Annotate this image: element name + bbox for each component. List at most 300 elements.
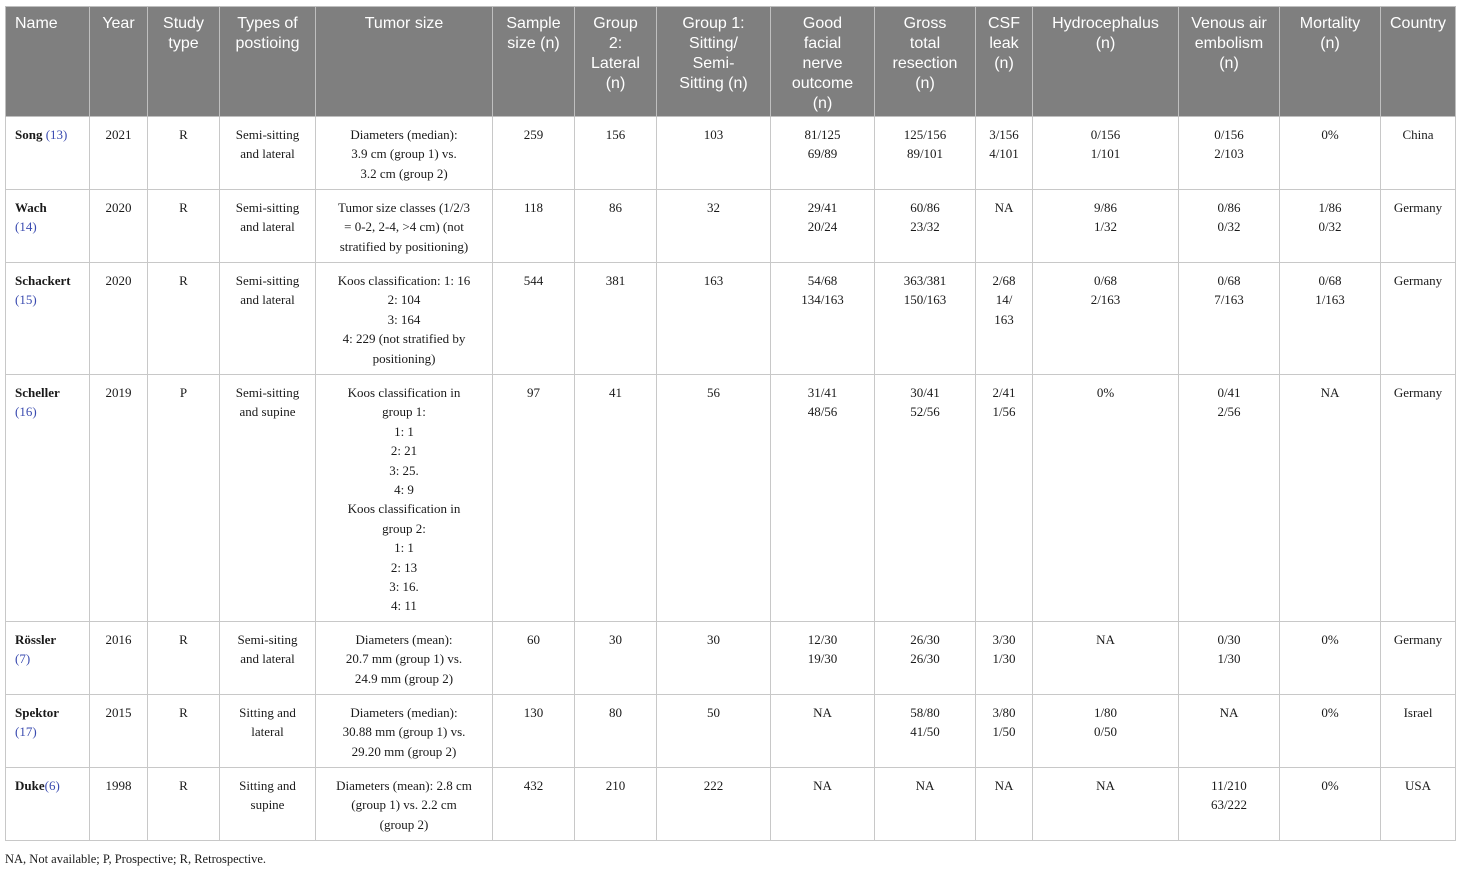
column-header-line: nerve (802, 55, 843, 72)
gross-total-resection-cell (875, 190, 976, 263)
positioning-cell (220, 695, 316, 768)
table-footnote: NA, Not available; P, Prospective; R, Retrospective. (5, 852, 267, 866)
tumor-size-cell-line: positioning) (372, 350, 436, 366)
hydrocephalus-cell-line: 9/86 (1093, 200, 1118, 215)
venous-air-embolism-cell (1179, 695, 1280, 768)
facial-nerve-cell (771, 768, 875, 841)
mortality-cell (1280, 768, 1381, 841)
tumor-size-cell-line: Diameters (mean): (355, 632, 453, 647)
positioning-cell-line: and lateral (240, 651, 295, 667)
group1-cell: 32 (657, 190, 771, 263)
country-cell: Germany (1381, 375, 1456, 622)
reference-link[interactable]: (16) (15, 404, 37, 420)
tumor-size-cell-line: group 2: (382, 520, 426, 536)
table-row (6, 622, 1456, 695)
gross-total-resection-cell-line: 150/163 (903, 292, 947, 308)
gross-total-resection-cell (875, 768, 976, 841)
positioning-cell-line: Semi-siting (237, 632, 298, 647)
hydrocephalus-cell-line: NA (1096, 632, 1115, 647)
column-header-line: Hydrocephalus (1052, 15, 1159, 32)
gross-total-resection-cell-line: 58/80 (910, 705, 940, 720)
study-name: Song (15, 127, 43, 142)
column-header-5 (316, 7, 493, 117)
study-table (5, 6, 1456, 841)
table-container (5, 6, 1455, 841)
country-cell: Germany (1381, 622, 1456, 695)
country-cell: China (1381, 117, 1456, 190)
column-header-line: (n) (1320, 35, 1340, 52)
mortality-cell-line: 1/163 (1315, 292, 1345, 308)
facial-nerve-cell-line: 54/68 (807, 273, 838, 288)
mortality-cell (1280, 375, 1381, 622)
column-header-line: Group 1: (682, 15, 745, 32)
table-body (6, 117, 1456, 841)
group1-cell: 56 (657, 375, 771, 622)
hydrocephalus-cell-line: 1/80 (1093, 705, 1118, 720)
gross-total-resection-cell (875, 263, 976, 375)
group1-cell: 222 (657, 768, 771, 841)
column-header-line: Study (163, 15, 204, 32)
gross-total-resection-cell-line: 26/30 (910, 632, 940, 647)
country-cell: USA (1381, 768, 1456, 841)
column-header-8 (657, 7, 771, 117)
column-header-line: (n) (994, 55, 1014, 72)
venous-air-embolism-cell-line: 2/56 (1217, 404, 1241, 420)
study-name-cell (6, 622, 90, 695)
positioning-cell-line: supine (250, 797, 285, 813)
csf-leak-cell (976, 117, 1033, 190)
sample-size-cell: 432 (493, 768, 575, 841)
gross-total-resection-cell-line: NA (915, 778, 935, 793)
column-header-13 (1179, 7, 1280, 117)
facial-nerve-cell (771, 190, 875, 263)
column-header-1 (6, 7, 90, 117)
column-header-14 (1280, 7, 1381, 117)
tumor-size-cell-line: 4: 9 (394, 482, 414, 498)
tumor-size-cell-line: Koos classification: 1: 16 (337, 273, 471, 288)
study-type-cell: R (148, 117, 220, 190)
facial-nerve-cell (771, 375, 875, 622)
venous-air-embolism-cell-line: 0/156 (1214, 127, 1244, 142)
hydrocephalus-cell-line: 1/32 (1093, 219, 1118, 235)
study-type-cell: R (148, 768, 220, 841)
table-row (6, 263, 1456, 375)
facial-nerve-cell-line: 19/30 (807, 651, 838, 667)
positioning-cell-line: and lateral (240, 292, 295, 308)
positioning-cell-line: Semi-sitting (235, 200, 300, 215)
venous-air-embolism-cell (1179, 263, 1280, 375)
csf-leak-cell (976, 695, 1033, 768)
column-header-line: leak (989, 35, 1019, 52)
mortality-cell-line: NA (1320, 385, 1340, 400)
mortality-cell (1280, 622, 1381, 695)
hydrocephalus-cell (1033, 263, 1179, 375)
sample-size-cell: 544 (493, 263, 575, 375)
year-cell: 2020 (90, 190, 148, 263)
sample-size-cell: 118 (493, 190, 575, 263)
gross-total-resection-cell-line: 60/86 (910, 200, 940, 215)
positioning-cell-line: and supine (239, 404, 296, 420)
tumor-size-cell-line: 3: 16. (389, 579, 419, 595)
venous-air-embolism-cell (1179, 768, 1280, 841)
column-header-15 (1381, 7, 1456, 117)
venous-air-embolism-cell (1179, 622, 1280, 695)
column-header-line: Good (802, 15, 843, 32)
study-name-cell (6, 695, 90, 768)
venous-air-embolism-cell-line: 0/86 (1217, 200, 1241, 215)
column-header-line: (n) (1095, 35, 1116, 52)
facial-nerve-cell-line: 20/24 (807, 219, 838, 235)
tumor-size-cell-line: 1: 1 (394, 540, 414, 556)
group2-cell: 80 (575, 695, 657, 768)
year-cell: 2019 (90, 375, 148, 622)
positioning-cell (220, 622, 316, 695)
table-row (6, 375, 1456, 622)
venous-air-embolism-cell-line: 1/30 (1217, 651, 1241, 667)
csf-leak-cell-line: 2/68 (992, 273, 1016, 288)
facial-nerve-cell (771, 622, 875, 695)
column-header-line: Semi- (692, 55, 735, 72)
reference-link[interactable]: (17) (15, 724, 37, 740)
study-name-cell (6, 117, 90, 190)
study-name: Schackert (15, 273, 71, 288)
mortality-cell-line: 0/32 (1318, 219, 1342, 235)
study-name: Scheller (15, 385, 60, 400)
positioning-cell-line: and lateral (240, 146, 295, 162)
column-header-line: resection (892, 55, 958, 72)
column-header-line: (n) (605, 75, 626, 92)
reference-link[interactable]: (6) (44, 778, 60, 793)
tumor-size-cell-line: 30.88 mm (group 1) vs. (342, 724, 466, 740)
column-header-12 (1033, 7, 1179, 117)
venous-air-embolism-cell-line: 0/30 (1217, 632, 1241, 647)
column-header-line: Venous air (1191, 15, 1267, 32)
group1-cell: 30 (657, 622, 771, 695)
tumor-size-cell-line: 3.9 cm (group 1) vs. (351, 146, 457, 162)
hydrocephalus-cell (1033, 768, 1179, 841)
hydrocephalus-cell-line: NA (1096, 778, 1115, 793)
venous-air-embolism-cell (1179, 117, 1280, 190)
mortality-cell-line: 0% (1321, 705, 1339, 720)
csf-leak-cell-line: 3/156 (989, 127, 1019, 142)
csf-leak-cell-line: NA (994, 200, 1014, 215)
column-header-line: (n) (915, 75, 935, 92)
tumor-size-cell-line: 3: 164 (387, 311, 421, 327)
column-header-line: size (n) (507, 35, 560, 52)
positioning-cell-line: Semi-sitting (235, 385, 300, 400)
column-header-line: Mortality (1299, 15, 1361, 32)
column-header-line: postioing (235, 35, 300, 52)
mortality-cell-line: 0% (1321, 778, 1339, 793)
csf-leak-cell-line: 14/ (995, 292, 1013, 308)
column-header-line: Gross (903, 15, 947, 32)
mortality-cell-line: 0% (1321, 127, 1339, 142)
csf-leak-cell-line: 1/56 (992, 404, 1016, 420)
column-header-line: (n) (812, 95, 833, 112)
gross-total-resection-cell-line: 52/56 (910, 404, 940, 420)
csf-leak-cell-line: 3/30 (992, 632, 1016, 647)
positioning-cell-line: Semi-sitting (235, 127, 300, 142)
tumor-size-cell (316, 190, 493, 263)
tumor-size-cell (316, 375, 493, 622)
facial-nerve-cell-line: 81/125 (804, 127, 841, 142)
gross-total-resection-cell-line: 125/156 (903, 127, 947, 142)
mortality-cell (1280, 117, 1381, 190)
reference-link[interactable]: (15) (15, 292, 37, 308)
tumor-size-cell-line: 4: 11 (391, 598, 417, 614)
column-header-line: (n) (1219, 55, 1239, 72)
column-header-9 (771, 7, 875, 117)
study-type-cell: R (148, 190, 220, 263)
mortality-cell (1280, 695, 1381, 768)
tumor-size-cell-line: 29.20 mm (group 2) (351, 743, 457, 759)
column-header-line: Sitting (n) (679, 75, 748, 92)
tumor-size-cell (316, 768, 493, 841)
gross-total-resection-cell-line: 23/32 (910, 219, 940, 235)
column-header-line: Types of (237, 15, 298, 32)
year-cell: 2021 (90, 117, 148, 190)
column-header-line: 2: (608, 35, 623, 52)
group1-cell: 163 (657, 263, 771, 375)
country-cell: Germany (1381, 263, 1456, 375)
tumor-size-cell-line: 2: 21 (390, 443, 418, 459)
sample-size-cell: 259 (493, 117, 575, 190)
tumor-size-cell (316, 695, 493, 768)
sample-size-cell: 130 (493, 695, 575, 768)
column-header-11 (976, 7, 1033, 117)
positioning-cell (220, 190, 316, 263)
study-name-cell (6, 768, 90, 841)
column-header-line: facial (803, 35, 842, 52)
study-name: Spektor (15, 705, 60, 720)
table-row (6, 190, 1456, 263)
hydrocephalus-cell (1033, 190, 1179, 263)
hydrocephalus-cell-line: 0/50 (1093, 724, 1118, 740)
csf-leak-cell (976, 375, 1033, 622)
venous-air-embolism-cell-line: 0/32 (1217, 219, 1241, 235)
csf-leak-cell-line: 4/101 (989, 146, 1019, 162)
gross-total-resection-cell (875, 622, 976, 695)
csf-leak-cell-line: 2/41 (992, 385, 1016, 400)
tumor-size-cell-line: Diameters (mean): 2.8 cm (336, 778, 472, 793)
hydrocephalus-cell-line: 0/68 (1093, 273, 1118, 288)
table-row (6, 117, 1456, 190)
study-name-cell (6, 263, 90, 375)
gross-total-resection-cell-line: 26/30 (910, 651, 940, 667)
group1-cell: 103 (657, 117, 771, 190)
tumor-size-cell-line: 2: 13 (390, 559, 418, 575)
venous-air-embolism-cell-line: 63/222 (1210, 797, 1248, 813)
facial-nerve-cell-line: 69/89 (807, 146, 838, 162)
column-header-line: embolism (1194, 35, 1264, 52)
country-cell: Germany (1381, 190, 1456, 263)
study-name-cell (6, 375, 90, 622)
gross-total-resection-cell (875, 117, 976, 190)
venous-air-embolism-cell-line: 7/163 (1214, 292, 1244, 308)
facial-nerve-cell-line: 48/56 (807, 404, 838, 420)
facial-nerve-cell (771, 263, 875, 375)
group1-cell: 50 (657, 695, 771, 768)
tumor-size-cell-line: 3.2 cm (group 2) (360, 165, 448, 181)
csf-leak-cell-line: NA (994, 778, 1014, 793)
column-header-line: Group (593, 15, 638, 32)
hydrocephalus-cell-line: 1/101 (1090, 146, 1121, 162)
tumor-size-cell-line: 20.7 mm (group 1) vs. (345, 651, 463, 667)
csf-leak-cell-line: 1/50 (992, 724, 1016, 740)
column-header-6 (493, 7, 575, 117)
csf-leak-cell (976, 190, 1033, 263)
group2-cell: 210 (575, 768, 657, 841)
positioning-cell-line: Sitting and (239, 778, 296, 793)
tumor-size-cell-line: Diameters (median): (350, 705, 458, 720)
table-row (6, 695, 1456, 768)
column-header-line: Sample (506, 15, 561, 32)
column-header-4 (220, 7, 316, 117)
facial-nerve-cell (771, 695, 875, 768)
positioning-cell (220, 263, 316, 375)
tumor-size-cell-line: 2: 104 (387, 292, 421, 308)
csf-leak-cell (976, 768, 1033, 841)
csf-leak-cell (976, 622, 1033, 695)
venous-air-embolism-cell-line: 0/41 (1217, 385, 1241, 400)
hydrocephalus-cell-line: 0% (1096, 385, 1115, 400)
gross-total-resection-cell-line: 41/50 (910, 724, 940, 740)
tumor-size-cell-line: 3: 25. (389, 462, 419, 478)
tumor-size-cell (316, 117, 493, 190)
positioning-cell (220, 768, 316, 841)
venous-air-embolism-cell-line: NA (1219, 705, 1239, 720)
facial-nerve-cell-line: 134/163 (801, 292, 844, 308)
csf-leak-cell (976, 263, 1033, 375)
tumor-size-cell-line: Tumor size classes (1/2/3 (337, 200, 471, 215)
tumor-size-cell-line: (group 2) (379, 816, 429, 832)
tumor-size-cell-line: (group 1) vs. 2.2 cm (351, 797, 457, 813)
hydrocephalus-cell (1033, 117, 1179, 190)
positioning-cell (220, 117, 316, 190)
tumor-size-cell-line: group 1: (382, 404, 426, 420)
venous-air-embolism-cell-line: 2/103 (1214, 146, 1244, 162)
hydrocephalus-cell (1033, 622, 1179, 695)
group2-cell: 41 (575, 375, 657, 622)
facial-nerve-cell (771, 117, 875, 190)
group2-cell: 30 (575, 622, 657, 695)
column-header-7 (575, 7, 657, 117)
positioning-cell-line: Semi-sitting (235, 273, 300, 288)
tumor-size-cell (316, 263, 493, 375)
column-header-line: Tumor size (364, 15, 444, 32)
positioning-cell-line: lateral (251, 724, 284, 740)
mortality-cell-line: 1/86 (1318, 200, 1342, 215)
tumor-size-cell-line: 24.9 mm (group 2) (354, 670, 454, 686)
column-header-line: Name (15, 15, 58, 32)
csf-leak-cell-line: 163 (994, 311, 1014, 327)
csf-leak-cell-line: 3/80 (992, 705, 1016, 720)
facial-nerve-cell-line: 12/30 (807, 632, 838, 647)
reference-link[interactable]: (13) (45, 127, 68, 142)
gross-total-resection-cell-line: 89/101 (906, 146, 944, 162)
gross-total-resection-cell (875, 375, 976, 622)
year-cell: 2016 (90, 622, 148, 695)
study-name: Duke (15, 778, 45, 793)
tumor-size-cell-line: Koos classification in (347, 385, 461, 400)
study-type-cell: R (148, 263, 220, 375)
study-name-cell (6, 190, 90, 263)
column-header-line: type (168, 35, 199, 52)
positioning-cell-line: and lateral (240, 219, 295, 235)
year-cell: 1998 (90, 768, 148, 841)
hydrocephalus-cell (1033, 695, 1179, 768)
gross-total-resection-cell-line: 30/41 (910, 385, 940, 400)
tumor-size-cell (316, 622, 493, 695)
venous-air-embolism-cell (1179, 190, 1280, 263)
group2-cell: 156 (575, 117, 657, 190)
venous-air-embolism-cell (1179, 375, 1280, 622)
column-header-2 (90, 7, 148, 117)
column-header-3 (148, 7, 220, 117)
column-header-line: outcome (791, 75, 854, 92)
hydrocephalus-cell-line: 2/163 (1090, 292, 1121, 308)
year-cell: 2015 (90, 695, 148, 768)
facial-nerve-cell-line: NA (813, 705, 832, 720)
study-name: Rössler (15, 632, 57, 647)
csf-leak-cell-line: 1/30 (992, 651, 1016, 667)
tumor-size-cell-line: 1: 1 (394, 423, 414, 439)
group2-cell: 381 (575, 263, 657, 375)
study-name: Wach (15, 200, 47, 215)
mortality-cell-line: 0/68 (1318, 273, 1342, 288)
mortality-cell-line: 0% (1321, 632, 1339, 647)
tumor-size-cell-line: 4: 229 (not stratified by (342, 331, 466, 347)
gross-total-resection-cell (875, 695, 976, 768)
study-type-cell: P (148, 375, 220, 622)
tumor-size-cell-line: Diameters (median): (350, 127, 458, 142)
facial-nerve-cell-line: 29/41 (807, 200, 838, 215)
positioning-cell (220, 375, 316, 622)
study-type-cell: R (148, 695, 220, 768)
hydrocephalus-cell (1033, 375, 1179, 622)
hydrocephalus-cell-line: 0/156 (1090, 127, 1121, 142)
column-header-line: Lateral (591, 55, 640, 72)
mortality-cell (1280, 190, 1381, 263)
country-cell: Israel (1381, 695, 1456, 768)
tumor-size-cell-line: Koos classification in (347, 501, 461, 517)
column-header-10 (875, 7, 976, 117)
sample-size-cell: 97 (493, 375, 575, 622)
facial-nerve-cell-line: NA (813, 778, 832, 793)
tumor-size-cell-line: stratified by positioning) (339, 238, 469, 254)
column-header-line: CSF (988, 15, 1020, 32)
year-cell: 2020 (90, 263, 148, 375)
table-row (6, 768, 1456, 841)
column-header-line: Year (102, 15, 135, 32)
sample-size-cell: 60 (493, 622, 575, 695)
positioning-cell-line: Sitting and (239, 705, 296, 720)
header-row (6, 7, 1456, 117)
column-header-line: total (909, 35, 941, 52)
reference-link[interactable]: (7) (15, 651, 31, 667)
reference-link[interactable]: (14) (15, 219, 37, 235)
study-type-cell: R (148, 622, 220, 695)
gross-total-resection-cell-line: 363/381 (903, 273, 947, 288)
column-header-line: Sitting/ (689, 35, 738, 52)
tumor-size-cell-line: = 0-2, 2-4, >4 cm) (not (344, 219, 464, 235)
column-header-line: Country (1389, 15, 1447, 32)
venous-air-embolism-cell-line: 11/210 (1211, 778, 1247, 793)
mortality-cell (1280, 263, 1381, 375)
facial-nerve-cell-line: 31/41 (807, 385, 838, 400)
group2-cell: 86 (575, 190, 657, 263)
venous-air-embolism-cell-line: 0/68 (1217, 273, 1241, 288)
